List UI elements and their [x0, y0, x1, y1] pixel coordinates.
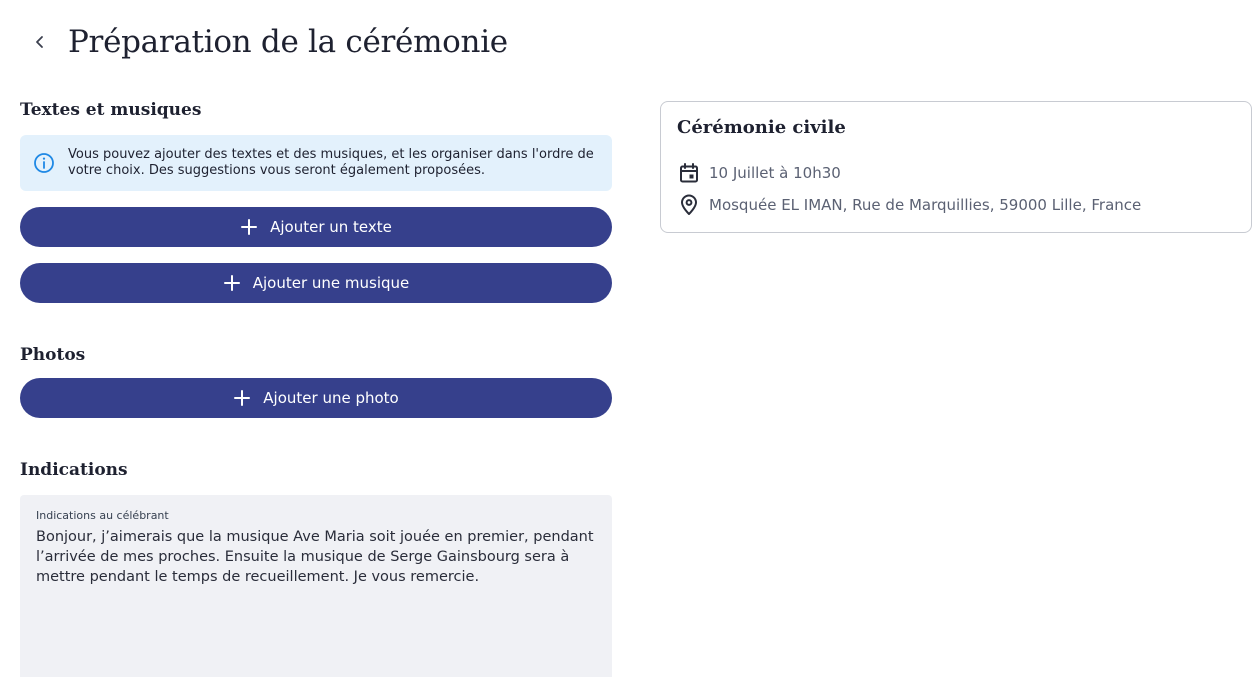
plus-icon	[223, 274, 241, 292]
add-music-button[interactable]	[20, 263, 612, 303]
map-pin-icon	[677, 193, 701, 217]
indications-title: Indications	[20, 460, 128, 480]
ceremony-title: Cérémonie civile	[677, 117, 846, 138]
indications-field[interactable]	[20, 495, 612, 677]
ceremony-location: Mosquée EL IMAN, Rue de Marquillies, 59000 Lille, France	[709, 196, 1142, 214]
ceremony-date-row	[677, 161, 1235, 185]
info-text: Vous pouvez ajouter des textes et des musiques, et les organiser dans l'ordre de votre choix. Des suggestions vous seront également proposées.	[68, 147, 594, 178]
back-button[interactable]	[20, 22, 60, 62]
add-text-button[interactable]	[20, 207, 612, 247]
plus-icon	[233, 389, 251, 407]
page-title: Préparation de la cérémonie	[68, 24, 508, 60]
photos-title: Photos	[20, 345, 86, 365]
ceremony-card	[660, 101, 1252, 233]
calendar-icon	[677, 161, 701, 185]
chevron-left-icon	[32, 34, 48, 50]
ceremony-date: 10 Juillet à 10h30	[709, 164, 841, 182]
header	[20, 18, 508, 66]
add-music-label: Ajouter une musique	[252, 274, 410, 292]
info-circle-icon	[32, 151, 56, 175]
indications-textarea[interactable]	[36, 527, 596, 677]
indications-field-label: Indications au célébrant	[36, 509, 169, 522]
left-column	[20, 96, 612, 677]
plus-icon	[240, 218, 258, 236]
texts-music-title: Textes et musiques	[20, 100, 202, 120]
info-banner	[20, 135, 612, 191]
add-text-label: Ajouter un texte	[270, 218, 392, 236]
add-photo-label: Ajouter une photo	[263, 389, 399, 407]
add-photo-button[interactable]	[20, 378, 612, 418]
ceremony-location-row	[677, 193, 1235, 217]
